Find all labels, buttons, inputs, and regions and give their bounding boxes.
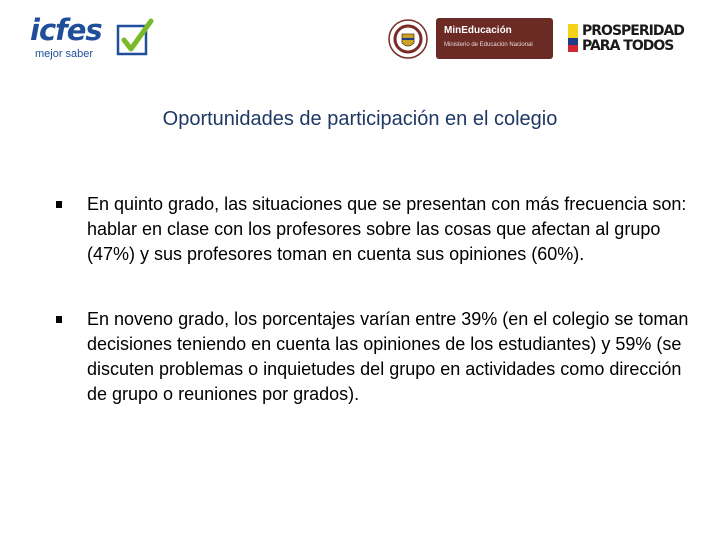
icfes-logo-word: icfes (30, 13, 102, 47)
bullet-text: En quinto grado, las situaciones que se presentan con más frecuencia son: hablar en clase con los profesores sobre las cosas que afectan al grupo (47%) y sus profesores toman en cuenta sus opiniones (60%). (87, 194, 687, 264)
mineducacion-title: MinEducación (444, 25, 512, 36)
bullet-item (56, 192, 696, 267)
bullet-square-icon (56, 201, 62, 208)
prosperidad-line1: PROSPERIDAD (582, 23, 684, 39)
slide-title: Oportunidades de participación en el colegio (162, 108, 558, 130)
icfes-logo (30, 14, 158, 64)
mineducacion-subtitle: Ministerio de Educación Nacional (444, 42, 533, 48)
mineducacion-box (436, 18, 553, 59)
bullet-text: En noveno grado, los porcentajes varían entre 39% (en el colegio se toman decisiones teniendo en cuenta las opiniones de los estudiantes) y 59% (se discuten problemas o inquietudes del grupo en actividades como dirección de grupo o reuniones por grados). (87, 309, 689, 404)
prosperidad-line2: PARA TODOS (582, 38, 674, 54)
mineducacion-logo (388, 18, 553, 59)
bullet-item (56, 307, 696, 407)
bullet-list (56, 192, 696, 447)
colombia-flag-icon (568, 24, 578, 52)
icfes-logo-tagline: mejor saber (35, 48, 94, 60)
colombia-seal-icon (388, 19, 428, 59)
check-icon (116, 18, 154, 58)
prosperidad-logo (568, 22, 693, 56)
bullet-square-icon (56, 316, 62, 323)
